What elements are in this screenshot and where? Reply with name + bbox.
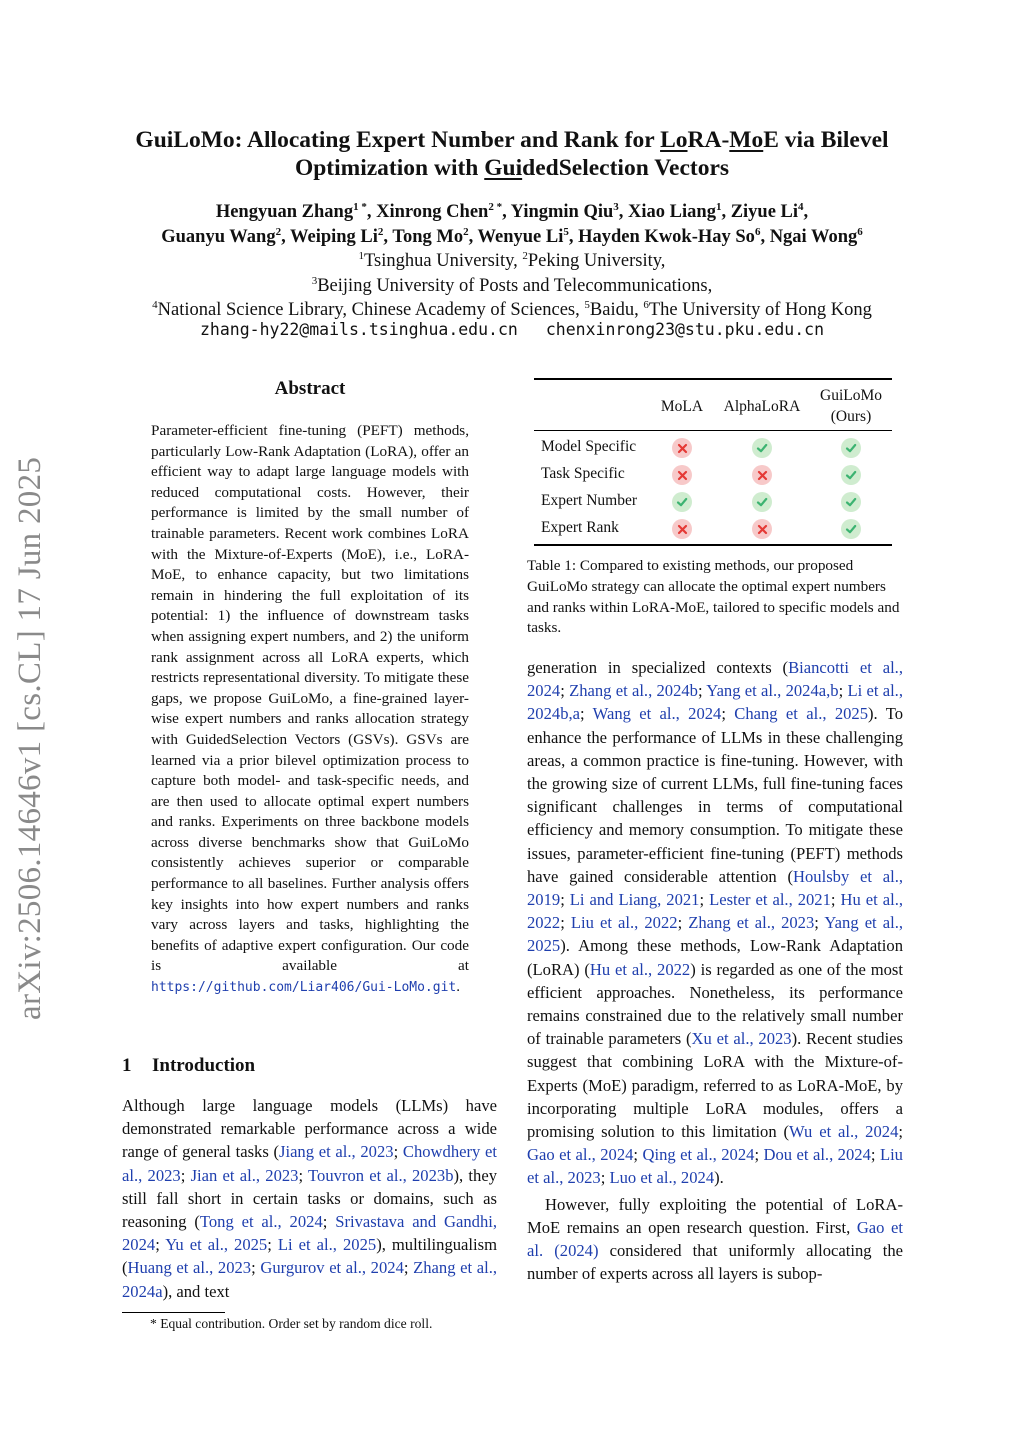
body-text: ; — [560, 913, 571, 933]
author: Yingmin Qiu$^3$ — [510, 200, 619, 222]
citation-link[interactable]: Wu et al., 2024 — [789, 1122, 899, 1142]
cross-icon — [752, 519, 772, 539]
section-heading-introduction: 1 Introduction — [122, 1055, 256, 1076]
body-text: ; — [600, 1168, 610, 1188]
citation-link[interactable]: Houlsby et al., 2019 — [527, 866, 903, 910]
author: Xinrong Chen$^{2 *}$ — [376, 200, 503, 222]
citation-link[interactable]: Li and Liang, 2021 — [569, 890, 700, 910]
citation-link[interactable]: Luo et al., 2024 — [609, 1168, 715, 1188]
footnote-rule — [122, 1312, 225, 1313]
check-icon — [841, 465, 861, 485]
citation-link[interactable]: Yang et al., 2025 — [527, 913, 904, 956]
intro-paragraph — [527, 1193, 903, 1286]
email-link[interactable]: zhang-hy22@mails.tsinghua.edu.cn — [199, 320, 518, 339]
body-text: ; — [560, 890, 570, 910]
citation-link[interactable]: Zhang et al., 2023 — [688, 913, 815, 933]
body-text: ; — [560, 681, 570, 701]
body-text: ; — [870, 1145, 880, 1165]
cross-icon — [752, 465, 772, 485]
citation-link[interactable]: Touvron et al., 2023b — [308, 1165, 454, 1185]
code-repo-link[interactable]: https://github.com/Liar406/Gui-LoMo.git — [151, 980, 457, 996]
body-text: ; — [721, 704, 735, 724]
body-text: ; — [180, 1165, 191, 1185]
citation-link[interactable]: Liu et al., 2023 — [527, 1145, 903, 1188]
row-label: Expert Number — [541, 492, 637, 509]
body-text: ; — [838, 681, 848, 701]
body-text: ). Among these methods, Low-Rank Adaptation (LoRA) ( — [527, 936, 903, 979]
body-text: ; — [898, 1122, 903, 1142]
body-text: ). — [714, 1168, 724, 1188]
body-text: ), multilingualism ( — [122, 1235, 497, 1278]
citation-link[interactable]: Zhang et al., 2024a — [122, 1258, 498, 1301]
citation-link[interactable]: Tong et al., 2024 — [199, 1212, 323, 1232]
citation-link[interactable]: Zhang et al., 2024b — [569, 681, 698, 701]
citation-link[interactable]: Li et al., 2024b,a — [527, 681, 903, 724]
citation-link[interactable]: Chang et al., 2025 — [734, 704, 869, 724]
table-caption: Table 1: Compared to existing methods, our proposed GuiLoMo strategy can allocate the optimal expert numbers and ranks within LoRA-MoE, tailored to specific models and tasks. — [527, 557, 900, 637]
column-header: AlphaLoRA — [723, 398, 801, 415]
citation-link[interactable]: Gao et al. (2024) — [527, 1217, 903, 1261]
citation-link[interactable]: Liu et al., 2022 — [570, 913, 678, 933]
author: Ziyue Li$^4$ — [730, 200, 804, 222]
citation-link[interactable]: Dou et al., 2024 — [763, 1145, 871, 1165]
body-text: ; — [267, 1235, 278, 1255]
body-text: ; — [155, 1235, 166, 1255]
body-text: ). To enhance the performance of LLMs in these challenging areas, a common practice is fine-tuning. However, with the growing size of current LLMs, full fine-tuning faces significant challenges in terms of computational efficiency and memory consumption. To mitigate these issues, parameter-efficient fine-tuning (PEFT) methods have gained considerable attention ( — [527, 704, 903, 886]
table-bottom-rule — [534, 544, 892, 546]
check-icon — [841, 438, 861, 458]
citation-link[interactable]: Xu et al., 2023 — [691, 1029, 792, 1049]
cross-icon — [672, 465, 692, 485]
author-emails — [60, 320, 964, 339]
column-header: GuiLoMo (Ours) — [820, 387, 882, 425]
check-icon — [752, 492, 772, 512]
citation-link[interactable]: Yu et al., 2025 — [165, 1235, 268, 1255]
abstract-body: Parameter-efficient fine-tuning (PEFT) methods, particularly Low-Rank Adaptation (LoRA), offer an efficient way to adapt large language models with reduced computational costs. However, their performance is limited by the small number of trainable parameters. Recent work combines LoRA with the Mixture-of-Experts (MoE), i.e., LoRA-MoE, to enhance capacity, but two limitations remain in hindering the full exploitation of its potential: 1) the influence of downstream tasks when assigning expert numbers, and 2) the uniform rank assignment across all LoRA experts, which restricts representational diversity. To mitigate these gaps, we propose GuiLoMo, a fine-grained layer-wise expert numbers and ranks allocation strategy with GuidedSelection Vectors (GSVs). GSVs are learned via a prior bilevel optimization process to capture both model- and task-specific needs, and are then used to allocate optimal expert numbers and ranks. Experiments on three backbone models across diverse benchmarks show that GuiLoMo consistently achieves superior or comparable performance to all baselines. Further analysis offers key insights into how expert numbers and ranks vary across layers and tasks, highlighting the benefits of adaptive expert configuration. Our code is available at https://github.com/Liar406/Gui-LoMo.git. — [151, 422, 469, 996]
body-text: ), they still fall short in certain tasks or domains, such as reasoning ( — [122, 1165, 497, 1232]
table-top-rule — [534, 378, 892, 380]
body-text: ). Recent studies suggest that combining LoRA with the Mixture-of-Experts (MoE) paradigm, referred to as LoRA-MoE, by incorporating multiple LoRA modules, offers a promising solution to this limitation ( — [527, 1029, 903, 1142]
body-text: ; — [393, 1142, 403, 1162]
row-label: Model Specific — [541, 438, 637, 455]
body-text: ; — [754, 1145, 764, 1165]
check-icon — [841, 492, 861, 512]
affiliations: $^1$Tsinghua University, $^2$Peking University, $^3$Beijing University of Posts and Telecommunications, $^4$National Science Library, Chinese Academy of Sciences, $^5$Baidu, $^6$The University of Hong Kong — [152, 249, 872, 320]
citation-link[interactable]: Jian et al., 2023 — [190, 1165, 299, 1185]
body-text: ; — [251, 1258, 261, 1278]
citation-link[interactable]: Chowdhery et al., 2023 — [122, 1142, 497, 1185]
body-text: ; — [699, 890, 710, 910]
column-header: MoLA — [660, 398, 704, 415]
cross-icon — [672, 438, 692, 458]
check-icon — [672, 492, 692, 512]
citation-link[interactable]: Gao et al., 2024 — [527, 1145, 634, 1165]
body-text: ; — [677, 913, 689, 933]
citation-link[interactable]: Jiang et al., 2023 — [279, 1142, 394, 1162]
body-text: However, fully exploiting the potential of LoRA-MoE remains an open research question. First, — [527, 1194, 903, 1237]
citation-link[interactable]: Huang et al., 2023 — [127, 1258, 252, 1278]
intro-paragraph — [122, 1094, 497, 1303]
check-icon — [752, 438, 772, 458]
author: Wenyue Li$^5$ — [477, 225, 569, 247]
right-column-body — [527, 656, 903, 1285]
author: Hayden Kwok-Hay So$^6$ — [578, 225, 761, 247]
abstract-heading: Abstract — [274, 378, 346, 399]
row-label: Expert Rank — [541, 519, 619, 536]
body-text: ; — [322, 1212, 336, 1232]
body-text: ; — [298, 1165, 309, 1185]
body-text: ; — [403, 1258, 414, 1278]
body-text: generation in specialized contexts ( — [527, 658, 789, 677]
arxiv-identifier: arXiv:2506.14646v1 [cs.CL] 17 Jun 2025 — [12, 456, 48, 1020]
citation-link[interactable]: Srivastava and Gandhi, 2024 — [122, 1212, 497, 1255]
author: Hengyuan Zhang$^{1 *}$ — [215, 200, 367, 222]
citation-link[interactable]: Li et al., 2025 — [277, 1235, 377, 1255]
author: Ngai Wong$^6$ — [769, 225, 863, 247]
body-text: ; — [830, 890, 841, 910]
author: Tong Mo$^2$ — [392, 225, 469, 247]
author: Xiao Liang$^1$ — [628, 200, 722, 222]
citation-link[interactable]: Lester et al., 2021 — [709, 890, 831, 910]
citation-link[interactable]: Wang et al., 2024 — [592, 704, 722, 724]
paper-title: GuiLoMo: Allocating Expert Number and Rank for LoRA-MoE via Bilevel Optimization with GuidedSelection Vectors — [135, 127, 889, 181]
body-text: ) is regarded as one of the most efficient approaches. Nonetheless, its performance remains constrained due to the relatively small number of trainable parameters ( — [527, 959, 903, 1049]
check-icon — [841, 519, 861, 539]
table-mid-rule — [534, 430, 892, 431]
intro-paragraph — [527, 656, 903, 1190]
citation-link[interactable]: Qing et al., 2024 — [642, 1145, 755, 1165]
author: Guanyu Wang$^2$ — [161, 225, 282, 247]
body-text: Although large language models (LLMs) have demonstrated remarkable performance across a wide range of general tasks ( — [122, 1096, 497, 1162]
email-link[interactable]: chenxinrong23@stu.pku.edu.cn — [545, 320, 825, 339]
body-text: ; — [580, 704, 593, 724]
footnote: * Equal contribution. Order set by random dice roll. — [150, 1316, 433, 1331]
citation-link[interactable]: Gurgurov et al., 2024 — [260, 1258, 404, 1278]
body-text: ; — [633, 1145, 643, 1165]
row-label: Task Specific — [541, 465, 625, 482]
cross-icon — [672, 519, 692, 539]
author-list: Hengyuan Zhang$^{1 *}$, Xinrong Chen$^{2 *}$, Yingmin Qiu$^3$, Xiao Liang$^1$, Ziyue Li$^4$, Guanyu Wang$^2$, Weiping Li$^2$, Tong Mo$^2$, Wenyue Li$^5$, Hayden Kwok-Hay So$^6$, Ngai Wong$^6$ — [161, 200, 863, 247]
body-text: ), and text — [162, 1281, 230, 1301]
citation-link[interactable]: Hu et al., 2022 — [589, 959, 691, 979]
body-text: ; — [814, 913, 825, 933]
author: Weiping Li$^2$ — [290, 225, 384, 247]
citation-link[interactable]: Yang et al., 2024a,b — [706, 681, 839, 701]
comparison-table — [534, 378, 892, 548]
body-text: considered that uniformly allocating the number of experts across all layers is subop- — [527, 1241, 903, 1284]
body-text: ; — [697, 681, 707, 701]
citation-link[interactable]: Biancotti et al., 2024 — [527, 658, 903, 701]
citation-link[interactable]: Hu et al., 2022 — [527, 890, 903, 933]
